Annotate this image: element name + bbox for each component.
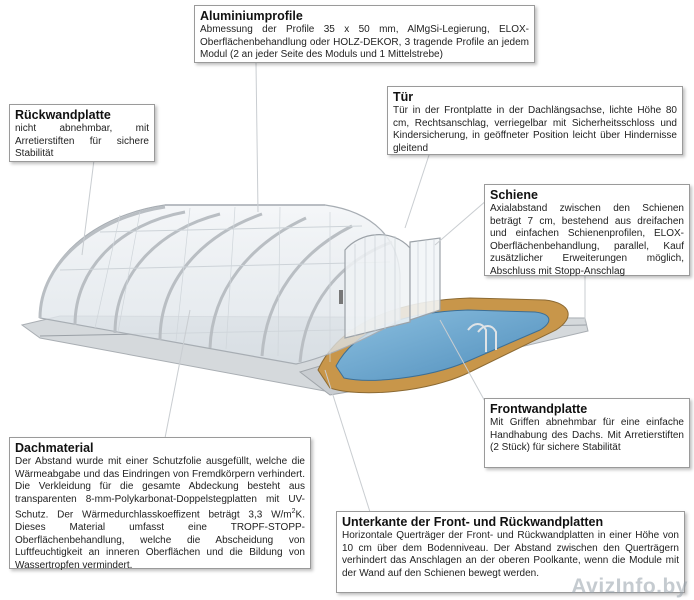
callout-text-part: K. Dieses Material umfasst eine TROPF-STOPP-Oberflächenbehandlung, welche die Abscheidung von Luftfeuchtigkeit an inneren Oberflächen und die Bildung von Wassertropfen vermindert. (15, 509, 305, 572)
callout-title: Unterkante der Front- und Rückwandplatten (342, 515, 604, 529)
callout-title: Tür (393, 90, 414, 104)
callout-text: Tür in der Frontplatte in der Dachlängsachse, lichte Höhe 80 cm, Rechtsanschlag, verriegelbar mit Sicherheitsschloss und Kindersicherung, in geöffneter Position leicht über Hindernisse gleitend (393, 105, 677, 154)
callout-title: Rückwandplatte (15, 108, 111, 122)
callout-text: Abmessung der Profile 35 x 50 mm, AlMgSi-Legierung, ELOX-Oberflächenbehandlung oder HOLZ-DEKOR, 3 tragende Profile an jedem Modul (2 an jeder Seite des Moduls und 1 Mittelstrebe) (200, 24, 529, 61)
callout-title: Schiene (490, 188, 538, 202)
callout-aluminiumprofile (194, 5, 535, 63)
callout-title: Frontwandplatte (490, 402, 588, 416)
callout-title: Aluminiumprofile (200, 9, 303, 23)
callout-text: Axialabstand zwischen den Schienen beträgt 7 cm, bestehend aus dreifachen und einfachen Schienenprofilen, ELOX-Oberflächenbehandlung, parallel, Kauf zusätzlicher Erweiterungen möglich, Abschluss mit Stopp-Anschlag (490, 203, 684, 277)
callout-title: Dachmaterial (15, 441, 94, 455)
callout-text: Horizontale Querträger der Front- und Rückwandplatten in einer Höhe von 10 cm über dem Bodenniveau. Der Abstand zwischen den Querträgern verhindert das Anschlagen an der oberen Poolkante, wenn die Module mit der Wand auf den Schienen bewegt werden. (342, 530, 679, 579)
callout-tuer (387, 86, 683, 155)
callout-text-part: Der Abstand wurde mit einer Schutzfolie ausgefüllt, welche die Wärmeabgabe und das Eindringen von Fremdkörpern verhindert. Die Verkleidung für die gesamte Abdeckung besteht aus transparenten 8-mm-Polykarbonat-Doppelstegplatten mit UV-Schutz. Der Wärmedurchlasskoeffizent beträgt 3,3 W/m (15, 456, 305, 521)
callout-rueckwandplatte (9, 104, 155, 162)
callout-text: Mit Griffen abnehmbar für eine einfache Handhabung des Dachs. Mit Arretierstiften (2 Stück) für sichere Stabilität (490, 417, 684, 454)
callout-frontwandplatte (484, 398, 690, 468)
superscript: 2 (291, 508, 296, 516)
watermark: AvizInfo.by (571, 575, 688, 598)
callout-dachmaterial (9, 437, 311, 572)
callout-text: nicht abnehmbar, mit Arretierstiften für sichere Stabilität (15, 123, 149, 160)
callout-schiene (484, 184, 690, 276)
callout-text (15, 456, 305, 573)
